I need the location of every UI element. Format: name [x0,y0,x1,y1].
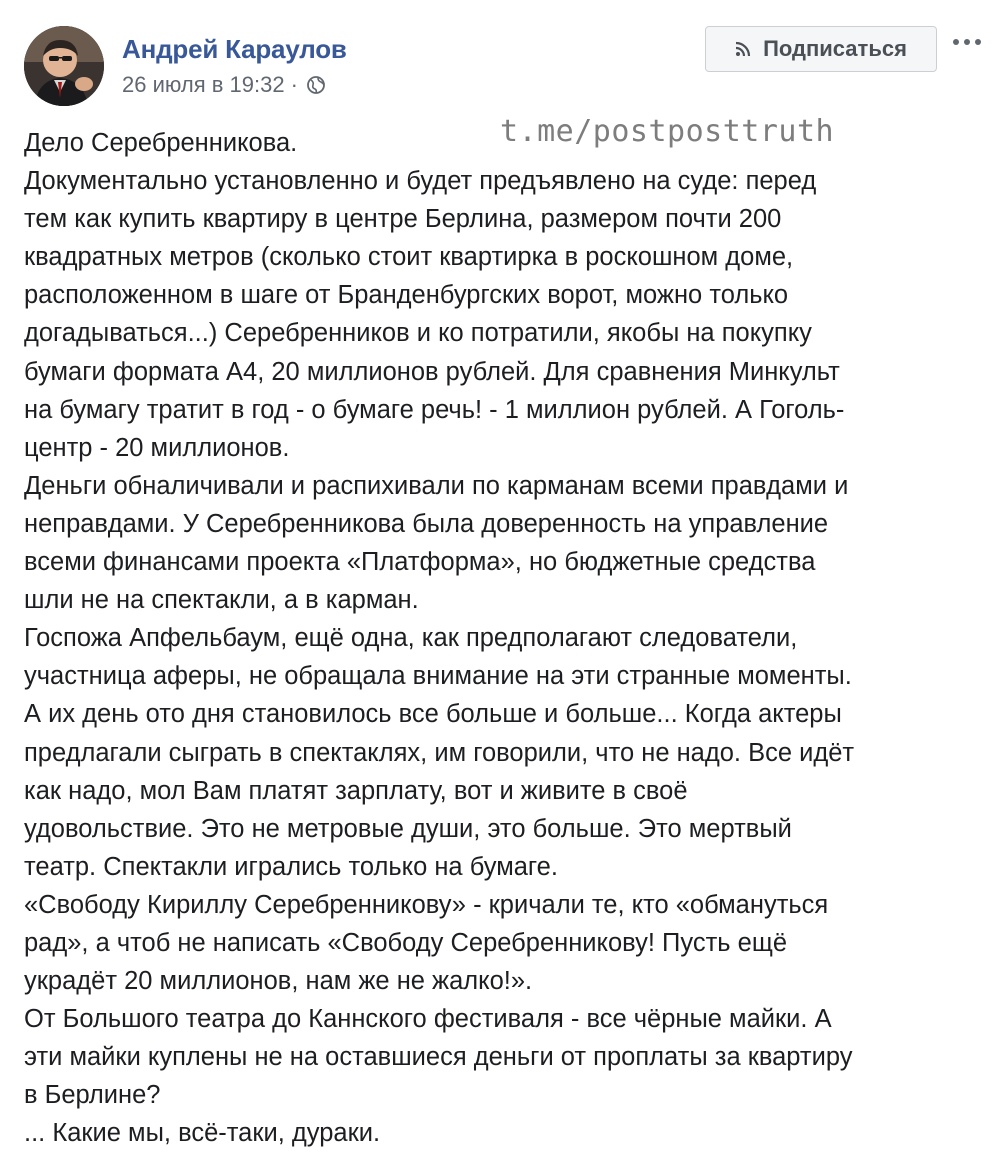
post-text-line: как надо, мол Вам платят зарплату, вот и живите в своё [24,776,688,805]
post-text-line: шли не на спектакли, а в карман. [24,586,419,615]
post-text-line: украдёт 20 миллионов, нам же не жалко!». [24,967,533,996]
subscribe-button[interactable] [705,26,937,72]
post-text-line: догадываться...) Серебренников и ко потратили, якобы на покупку [24,319,812,348]
post-header [24,24,984,108]
post-body [24,124,984,1153]
post-timestamp[interactable]: 26 июля в 19:32 [122,72,285,97]
post-text-line: От Большого театра до Каннского фестиваля - все чёрные майки. А [24,1005,832,1034]
post-text-line: удовольствие. Это не метровые души, это больше. Это мертвый [24,814,792,843]
post-text-line: эти майки куплены не на оставшиеся деньги от проплаты за квартиру [24,1043,853,1072]
post-text-line: театр. Спектакли игрались только на бумаге. [24,852,558,881]
post-text-line: участница аферы, не обращала внимание на эти странные моменты. [24,662,852,691]
post-text-line: расположенном в шаге от Бранденбургских ворот, можно только [24,281,789,310]
author-name[interactable]: Андрей Караулов [122,34,347,64]
post-text-line: «Свободу Кириллу Серебренникову» - кричали те, кто «обмануться [24,890,829,919]
avatar-image [24,26,104,106]
post-text-line: неправдами. У Серебренникова была доверенность на управление [24,509,829,538]
post-text-line: Деньги обналичивали и распихивали по карманам всеми правдами и [24,471,849,500]
post-text-line: Госпожа Апфельбаум, ещё одна, как предполагают следователи, [24,624,798,653]
post-text-line: в Берлине? [24,1081,161,1110]
post-text-line: предлагали сыграть в спектаклях, им говорили, что не надо. Все идёт [24,738,855,767]
watermark-text: t.me/postposttruth [500,114,835,149]
post-text-line: А их день ото дня становилось все больше и больше... Когда актеры [24,700,842,729]
post-text-line: ... Какие мы, всё-таки, дураки. [24,1119,381,1148]
globe-icon[interactable] [306,75,326,95]
subscribe-label: Подписаться [763,36,907,61]
rss-icon [735,41,751,57]
post-text-line: всеми финансами проекта «Платформа», но бюджетные средства [24,548,816,577]
post-meta [122,72,326,98]
post-text-line: на бумагу тратит в год - о бумаге речь! - 1 миллион рублей. А Гоголь- [24,395,845,424]
post-text-line: центр - 20 миллионов. [24,433,290,462]
post-text-line: рад», а чтоб не написать «Свободу Серебренникову! Пусть ещё [24,928,787,957]
more-dots-icon[interactable] [950,30,984,54]
meta-separator: · [290,72,298,97]
post-text-line: Дело Серебренникова. [24,129,298,157]
post-text-line: тем как купить квартиру в центре Берлина, размером почти 200 [24,205,782,234]
post-text-line: бумаги формата А4, 20 миллионов рублей. Для сравнения Минкульт [24,357,840,386]
avatar[interactable] [24,26,104,106]
post-text-line: квадратных метров (сколько стоит квартирка в роскошном доме, [24,243,794,272]
post-text-line: Документально установленно и будет предъявлено на суде: перед [24,167,817,196]
